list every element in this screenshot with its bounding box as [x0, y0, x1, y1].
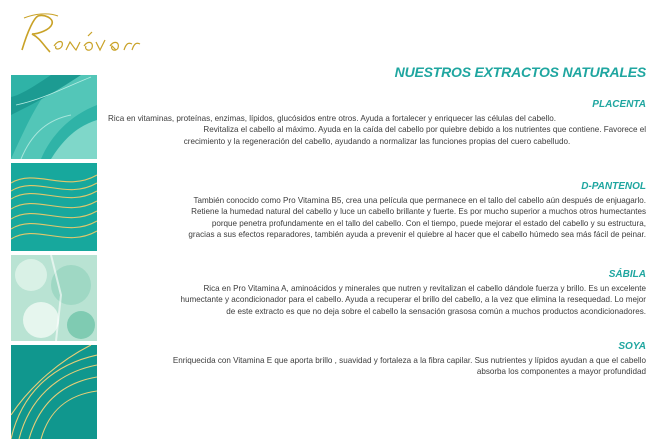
section-body-d-pantenol [108, 195, 646, 241]
section-body-sabila [108, 283, 646, 317]
brand-logo [14, 10, 154, 62]
text-line: crecimiento y la regeneración del cabello, ayudando a normalizar las funciones propias del cuero cabelludo. [183, 136, 571, 146]
page-title: NUESTROS EXTRACTOS NATURALES [394, 64, 646, 80]
text-line: Rica en Pro Vitamina A, aminoácidos y minerales que nutren y revitalizan el cabello dándole fuerza y brillo. Es un excelente [203, 284, 646, 293]
agave-leaves-image [11, 75, 97, 159]
section-title-soya: SOYA [618, 341, 646, 352]
text-line: absorba los componentes a mayor profundidad [476, 367, 646, 377]
text-line: Enriquecida con Vitamina E que aporta brillo , suavidad y fortaleza a la fibra capilar. Sus nutrientes y lípidos ayudan a que el cabello [172, 356, 646, 365]
text-line: gracias a sus efectos reparadores, también ayuda a prevenir el quiebre al hacer que el cabello húmedo sea más fácil de peinar. [188, 230, 646, 240]
text-line: También conocido como Pro Vitamina B5, crea una película que permanece en el tallo del cabello aún después de enjuagarlo. [193, 196, 646, 205]
section-title-d-pantenol: D-PANTENOL [581, 181, 646, 192]
section-title-placenta: PLACENTA [592, 99, 646, 110]
text-line: porque penetra profundamente en el tallo del cabello. Con el tiempo, puede mejorar el estado del cabello y su estructura, [211, 218, 646, 228]
text-line: humectante y acondicionador para el cabello. Ayuda a recuperar el brillo del cabello, a la vez que elimina la resequedad. Lo mejor [180, 295, 646, 305]
aloe-crystal-image [11, 255, 97, 341]
text-line: Retiene la humedad natural del cabello y luce un cabello brillante y fuerte. Es por mucho superior a muchos otros humectantes [191, 207, 646, 217]
text-line: Rica en vitaminas, proteínas, enzimas, lípidos, glucósidos entre otros. Ayuda a fortalecer y enriquecer las células del cabello. [108, 114, 556, 123]
section-body-soya [108, 355, 646, 378]
gold-waves-image [11, 163, 97, 251]
gold-curves-image [11, 345, 97, 439]
text-line: Revitaliza el cabello al máximo. Ayuda en la caída del cabello por quiebre debido a los nutrientes que contiene. Favorece el [203, 125, 646, 135]
text-line: de este extracto es que no deja sobre el cabello la sensación grasosa común a muchos productos acondicionadores. [226, 306, 646, 316]
section-body-placenta [108, 113, 646, 147]
section-title-sabila: SÁBILA [608, 269, 646, 280]
